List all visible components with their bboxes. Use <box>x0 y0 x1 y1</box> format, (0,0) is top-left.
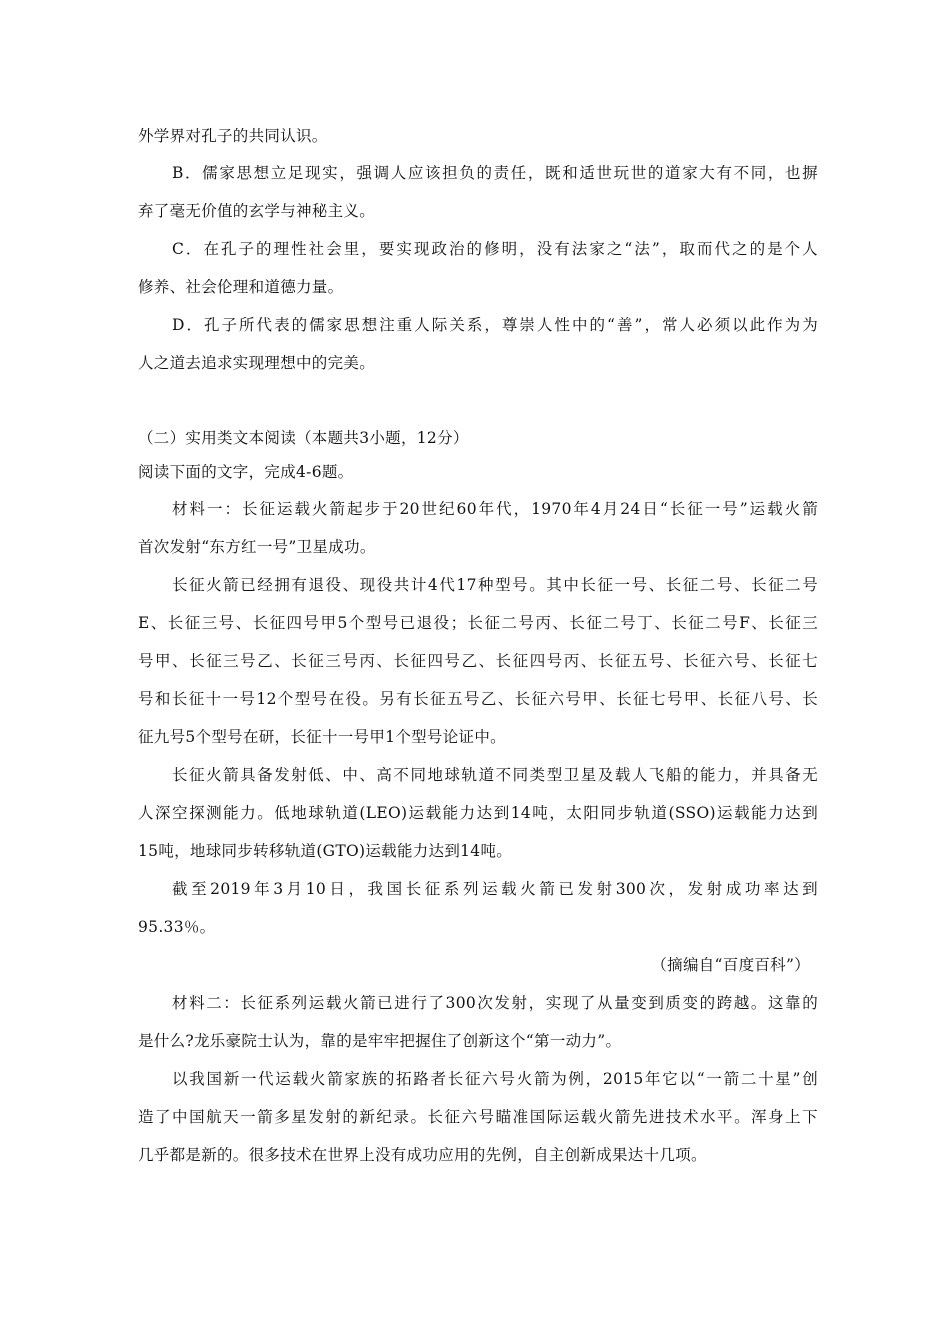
paragraph-line: 95.33％。 <box>138 918 216 936</box>
option-b-line-2: 弃了毫无价值的玄学与神秘主义。 <box>138 202 376 220</box>
material-two-line-2: 是什么?龙乐豪院士认为，靠的是牢牢把握住了创新这个“第一动力”。 <box>138 1032 622 1050</box>
paragraph-line: 征九号5个型号在研，长征十一号甲1个型号论证中。 <box>138 728 506 746</box>
option-d-line-1: D．孔子所代表的儒家思想注重人际关系，尊崇人性中的“善”，常人必须以此作为为 <box>172 316 818 334</box>
paragraph-line: 人深空探测能力。低地球轨道(LEO)运载能力达到14吨，太阳同步轨道(SSO)运载能力达到 <box>138 804 818 822</box>
paragraph-line: 几乎都是新的。很多技术在世界上没有成功应用的先例，自主创新成果达十几项。 <box>138 1146 707 1164</box>
option-c-line-2: 修养、社会伦理和道德力量。 <box>138 278 344 296</box>
paragraph-line: 造了中国航天一箭多星发射的新纪录。长征六号瞄准国际运载火箭先进技术水平。浑身上下 <box>138 1108 818 1126</box>
paragraph-line: 号甲、长征三号乙、长征三号丙、长征四号乙、长征四号丙、长征五号、长征六号、长征七 <box>138 652 818 670</box>
source-citation: （摘编自“百度百科”） <box>651 956 810 974</box>
paragraph-line: 号和长征十一号12个型号在役。另有长征五号乙、长征六号甲、长征七号甲、长征八号、长 <box>138 690 818 708</box>
option-c-line-1: C．在孔子的理性社会里，要实现政治的修明，没有法家之“法”，取而代之的是个人 <box>172 240 818 258</box>
paragraph-line: 截至2019年3月10日，我国长征系列运载火箭已发射300次，发射成功率达到 <box>172 880 818 898</box>
material-two-line-1: 材料二：长征系列运载火箭已进行了300次发射，实现了从量变到质变的跨越。这靠的 <box>172 994 818 1012</box>
material-one-line-1: 材料一：长征运载火箭起步于20世纪60年代，1970年4月24日“长征一号”运载火箭 <box>172 500 818 518</box>
option-d-line-2: 人之道去追求实现理想中的完美。 <box>138 354 376 372</box>
reading-instruction: 阅读下面的文字，完成4-6题。 <box>138 463 354 481</box>
paragraph-line: E、长征三号、长征四号甲5个型号已退役；长征二号丙、长征二号丁、长征二号F、长征三 <box>138 614 818 632</box>
paragraph-line: 长征火箭已经拥有退役、现役共计4代17种型号。其中长征一号、长征二号、长征二号 <box>172 576 818 594</box>
paragraph-line: 15吨，地球同步转移轨道(GTO)运载能力达到14吨。 <box>138 842 513 860</box>
option-b-line-1: B．儒家思想立足现实，强调人应该担负的责任，既和适世玩世的道家大有不同，也摒 <box>172 164 818 182</box>
section-heading: （二）实用类文本阅读（本题共3小题，12分） <box>138 429 469 447</box>
paragraph-line: 长征火箭具备发射低、中、高不同地球轨道不同类型卫星及载人飞船的能力，并具备无 <box>172 766 818 784</box>
text-line: 外学界对孔子的共同认识。 <box>138 127 328 145</box>
material-one-line-2: 首次发射“东方红一号”卫星成功。 <box>138 538 376 556</box>
paragraph-line: 以我国新一代运载火箭家族的拓路者长征六号火箭为例，2015年它以“一箭二十星”创 <box>172 1070 818 1088</box>
